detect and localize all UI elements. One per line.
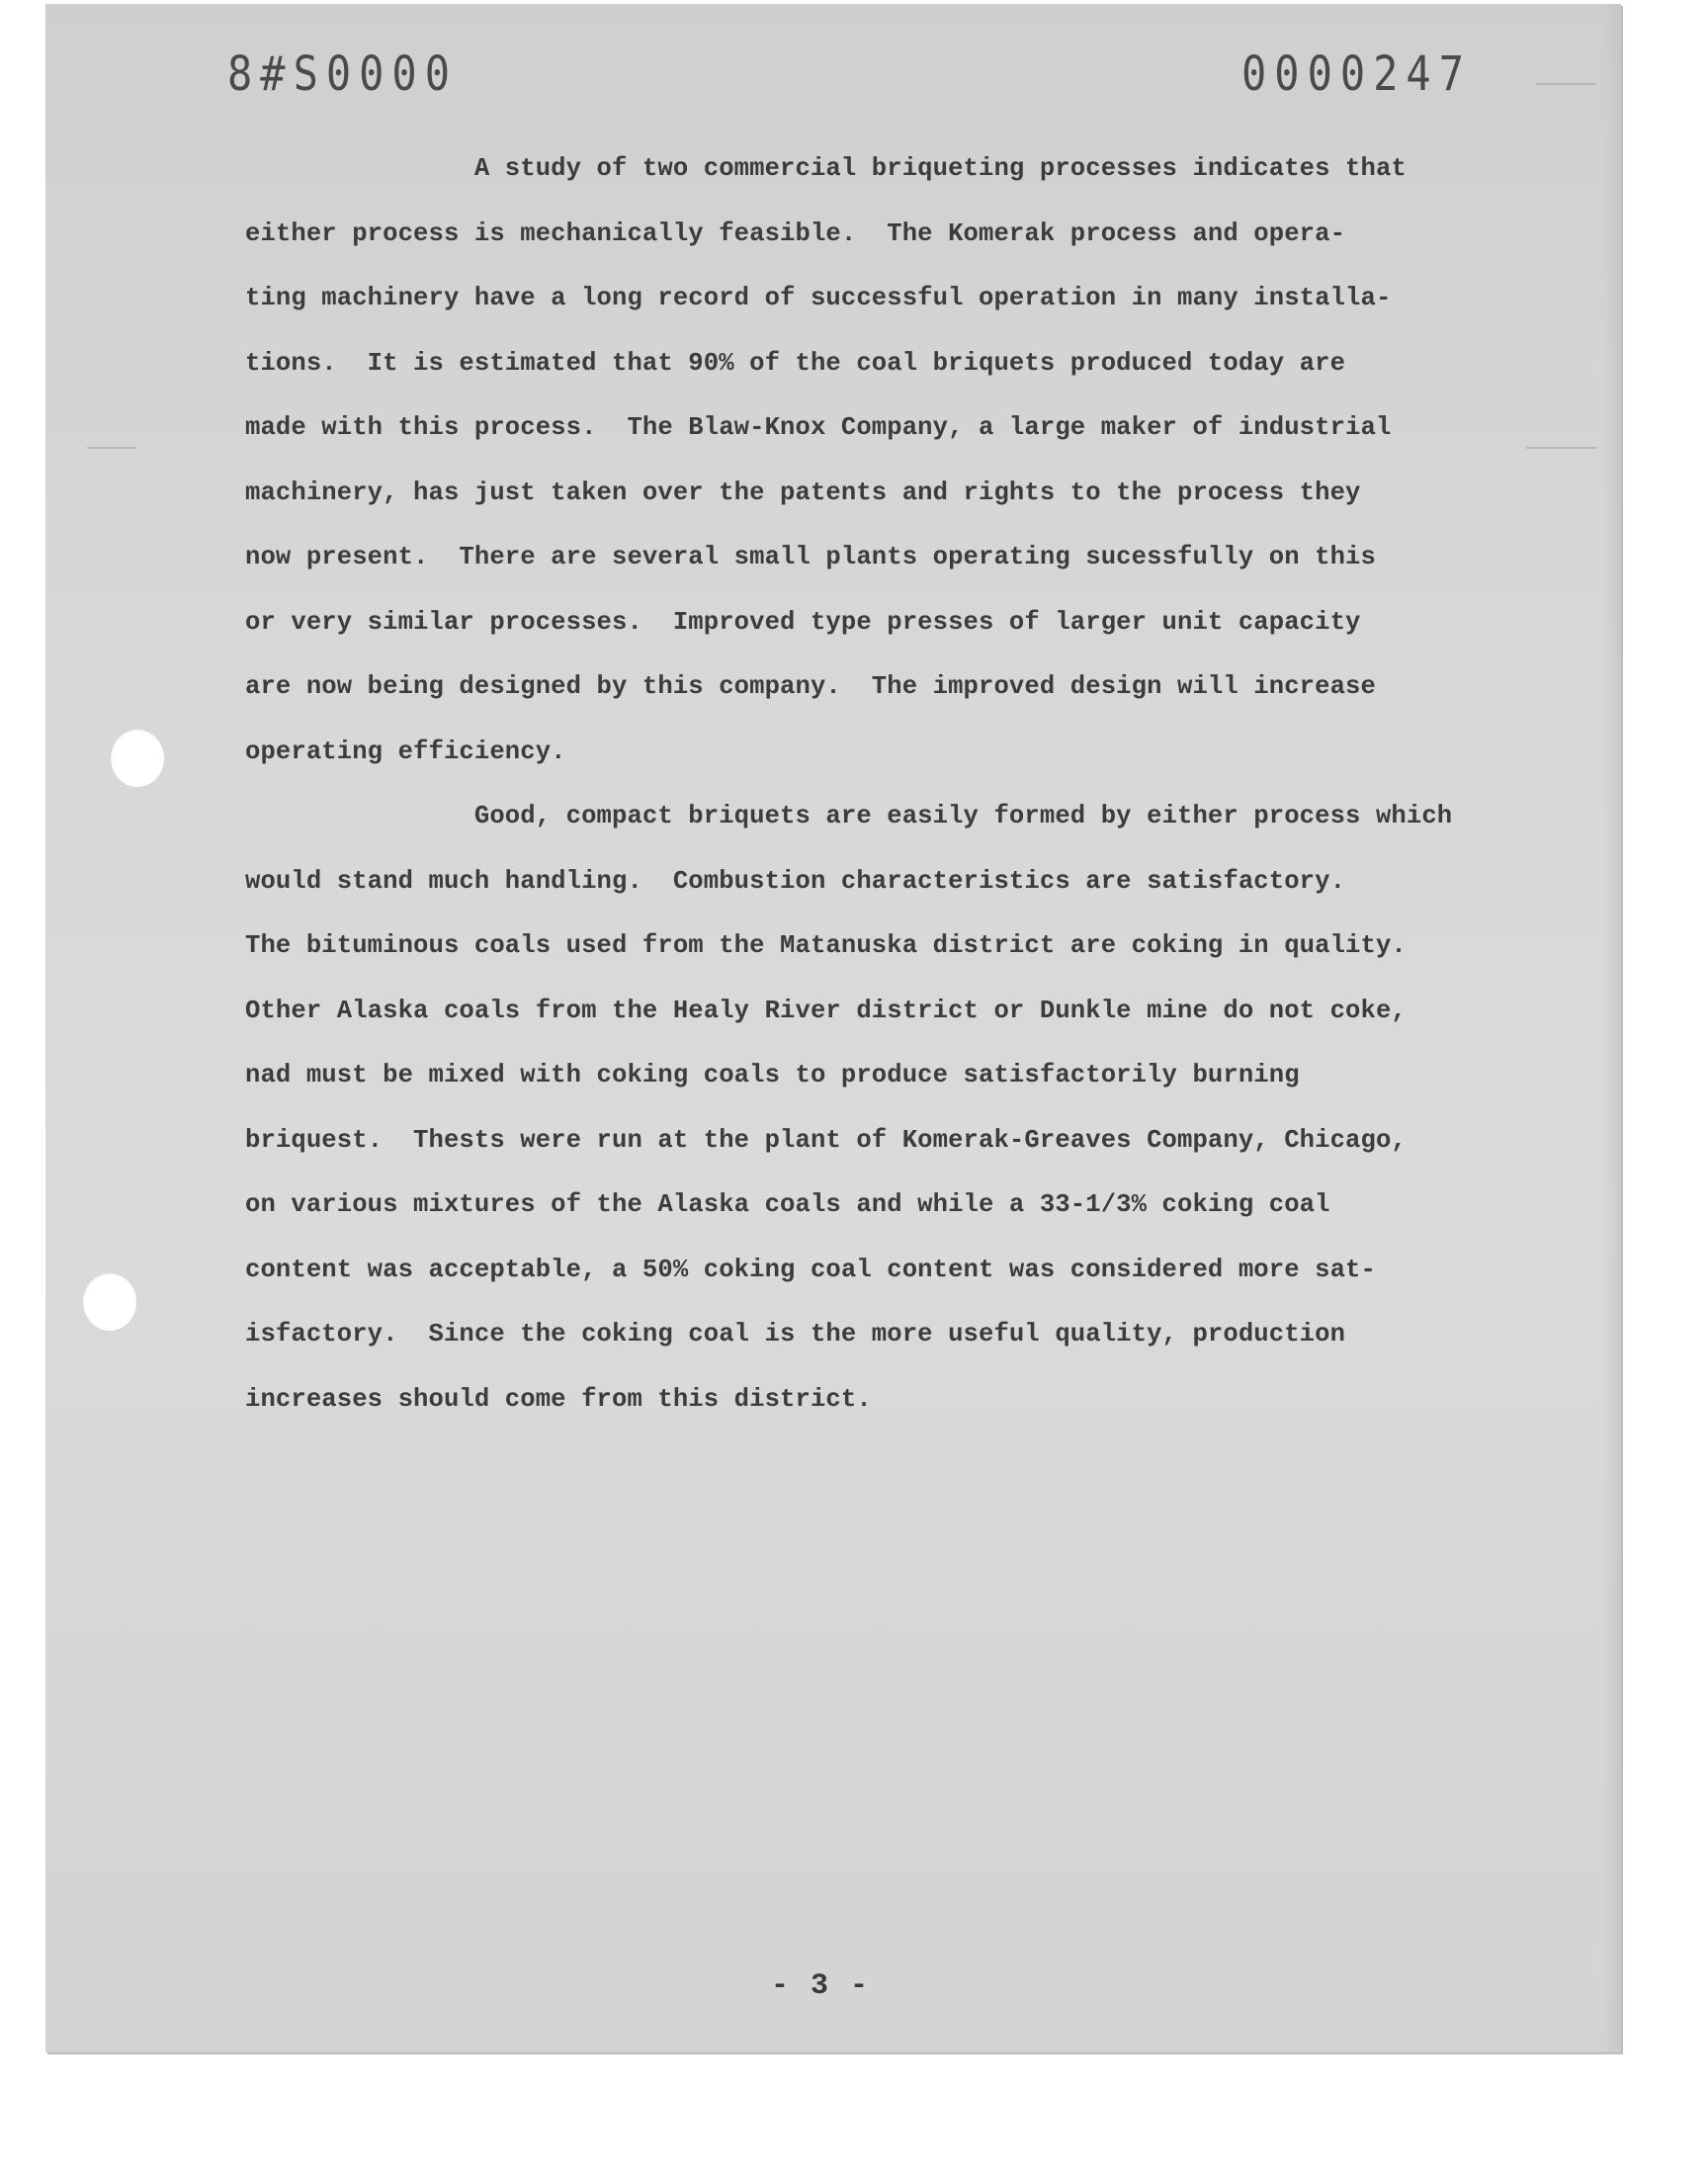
page-number: - 3 -	[771, 1969, 871, 2003]
text-line: would stand much handling. Combustion characteristics are satisfactory.	[245, 866, 1346, 896]
text-line: Good, compact briquets are easily formed by either process which	[245, 802, 1453, 830]
margin-mark	[1526, 447, 1597, 449]
text-line: on various mixtures of the Alaska coals and while a 33-1/3% coking coal	[245, 1190, 1330, 1219]
text-line: briquest. Thests were run at the plant of Komerak-Greaves Company, Chicago,	[245, 1125, 1407, 1155]
text-line: tions. It is estimated that 90% of the coal briquets produced today are	[245, 348, 1346, 378]
text-line: Other Alaska coals from the Healy River district or Dunkle mine do not coke,	[245, 996, 1407, 1025]
paragraph-briqueting-processes	[245, 136, 1510, 784]
text-line: made with this process. The Blaw-Knox Company, a large maker of industrial	[245, 413, 1392, 442]
document-id-stamp-left: 8#S0000	[227, 45, 459, 102]
text-line: content was acceptable, a 50% coking coal content was considered more sat-	[245, 1255, 1376, 1284]
punch-hole	[111, 730, 164, 787]
margin-mark	[1536, 83, 1595, 85]
text-line: increases should come from this district.	[245, 1384, 872, 1414]
text-line: A study of two commercial briqueting processes indicates that	[245, 154, 1407, 183]
text-line: or very similar processes. Improved type presses of larger unit capacity	[245, 607, 1361, 637]
document-id-stamp-right: 0000247	[1241, 45, 1473, 102]
text-line: now present. There are several small plants operating sucessfully on this	[245, 543, 1376, 571]
margin-mark	[87, 447, 136, 449]
text-line: isfactory. Since the coking coal is the more useful quality, production	[245, 1320, 1346, 1348]
text-line: nad must be mixed with coking coals to produce satisfactorily burning	[245, 1061, 1300, 1089]
text-line: are now being designed by this company. The improved design will increase	[245, 672, 1376, 701]
text-line: machinery, has just taken over the patents and rights to the process they	[245, 478, 1361, 507]
text-line: ting machinery have a long record of successful operation in many installa-	[245, 284, 1392, 312]
text-line: either process is mechanically feasible. The Komerak process and opera-	[245, 218, 1346, 248]
text-line: The bituminous coals used from the Matanuska district are coking in quality.	[245, 931, 1407, 960]
punch-hole	[83, 1273, 136, 1331]
paragraph-briquet-quality	[245, 784, 1510, 1432]
text-line: operating efficiency.	[245, 737, 566, 766]
